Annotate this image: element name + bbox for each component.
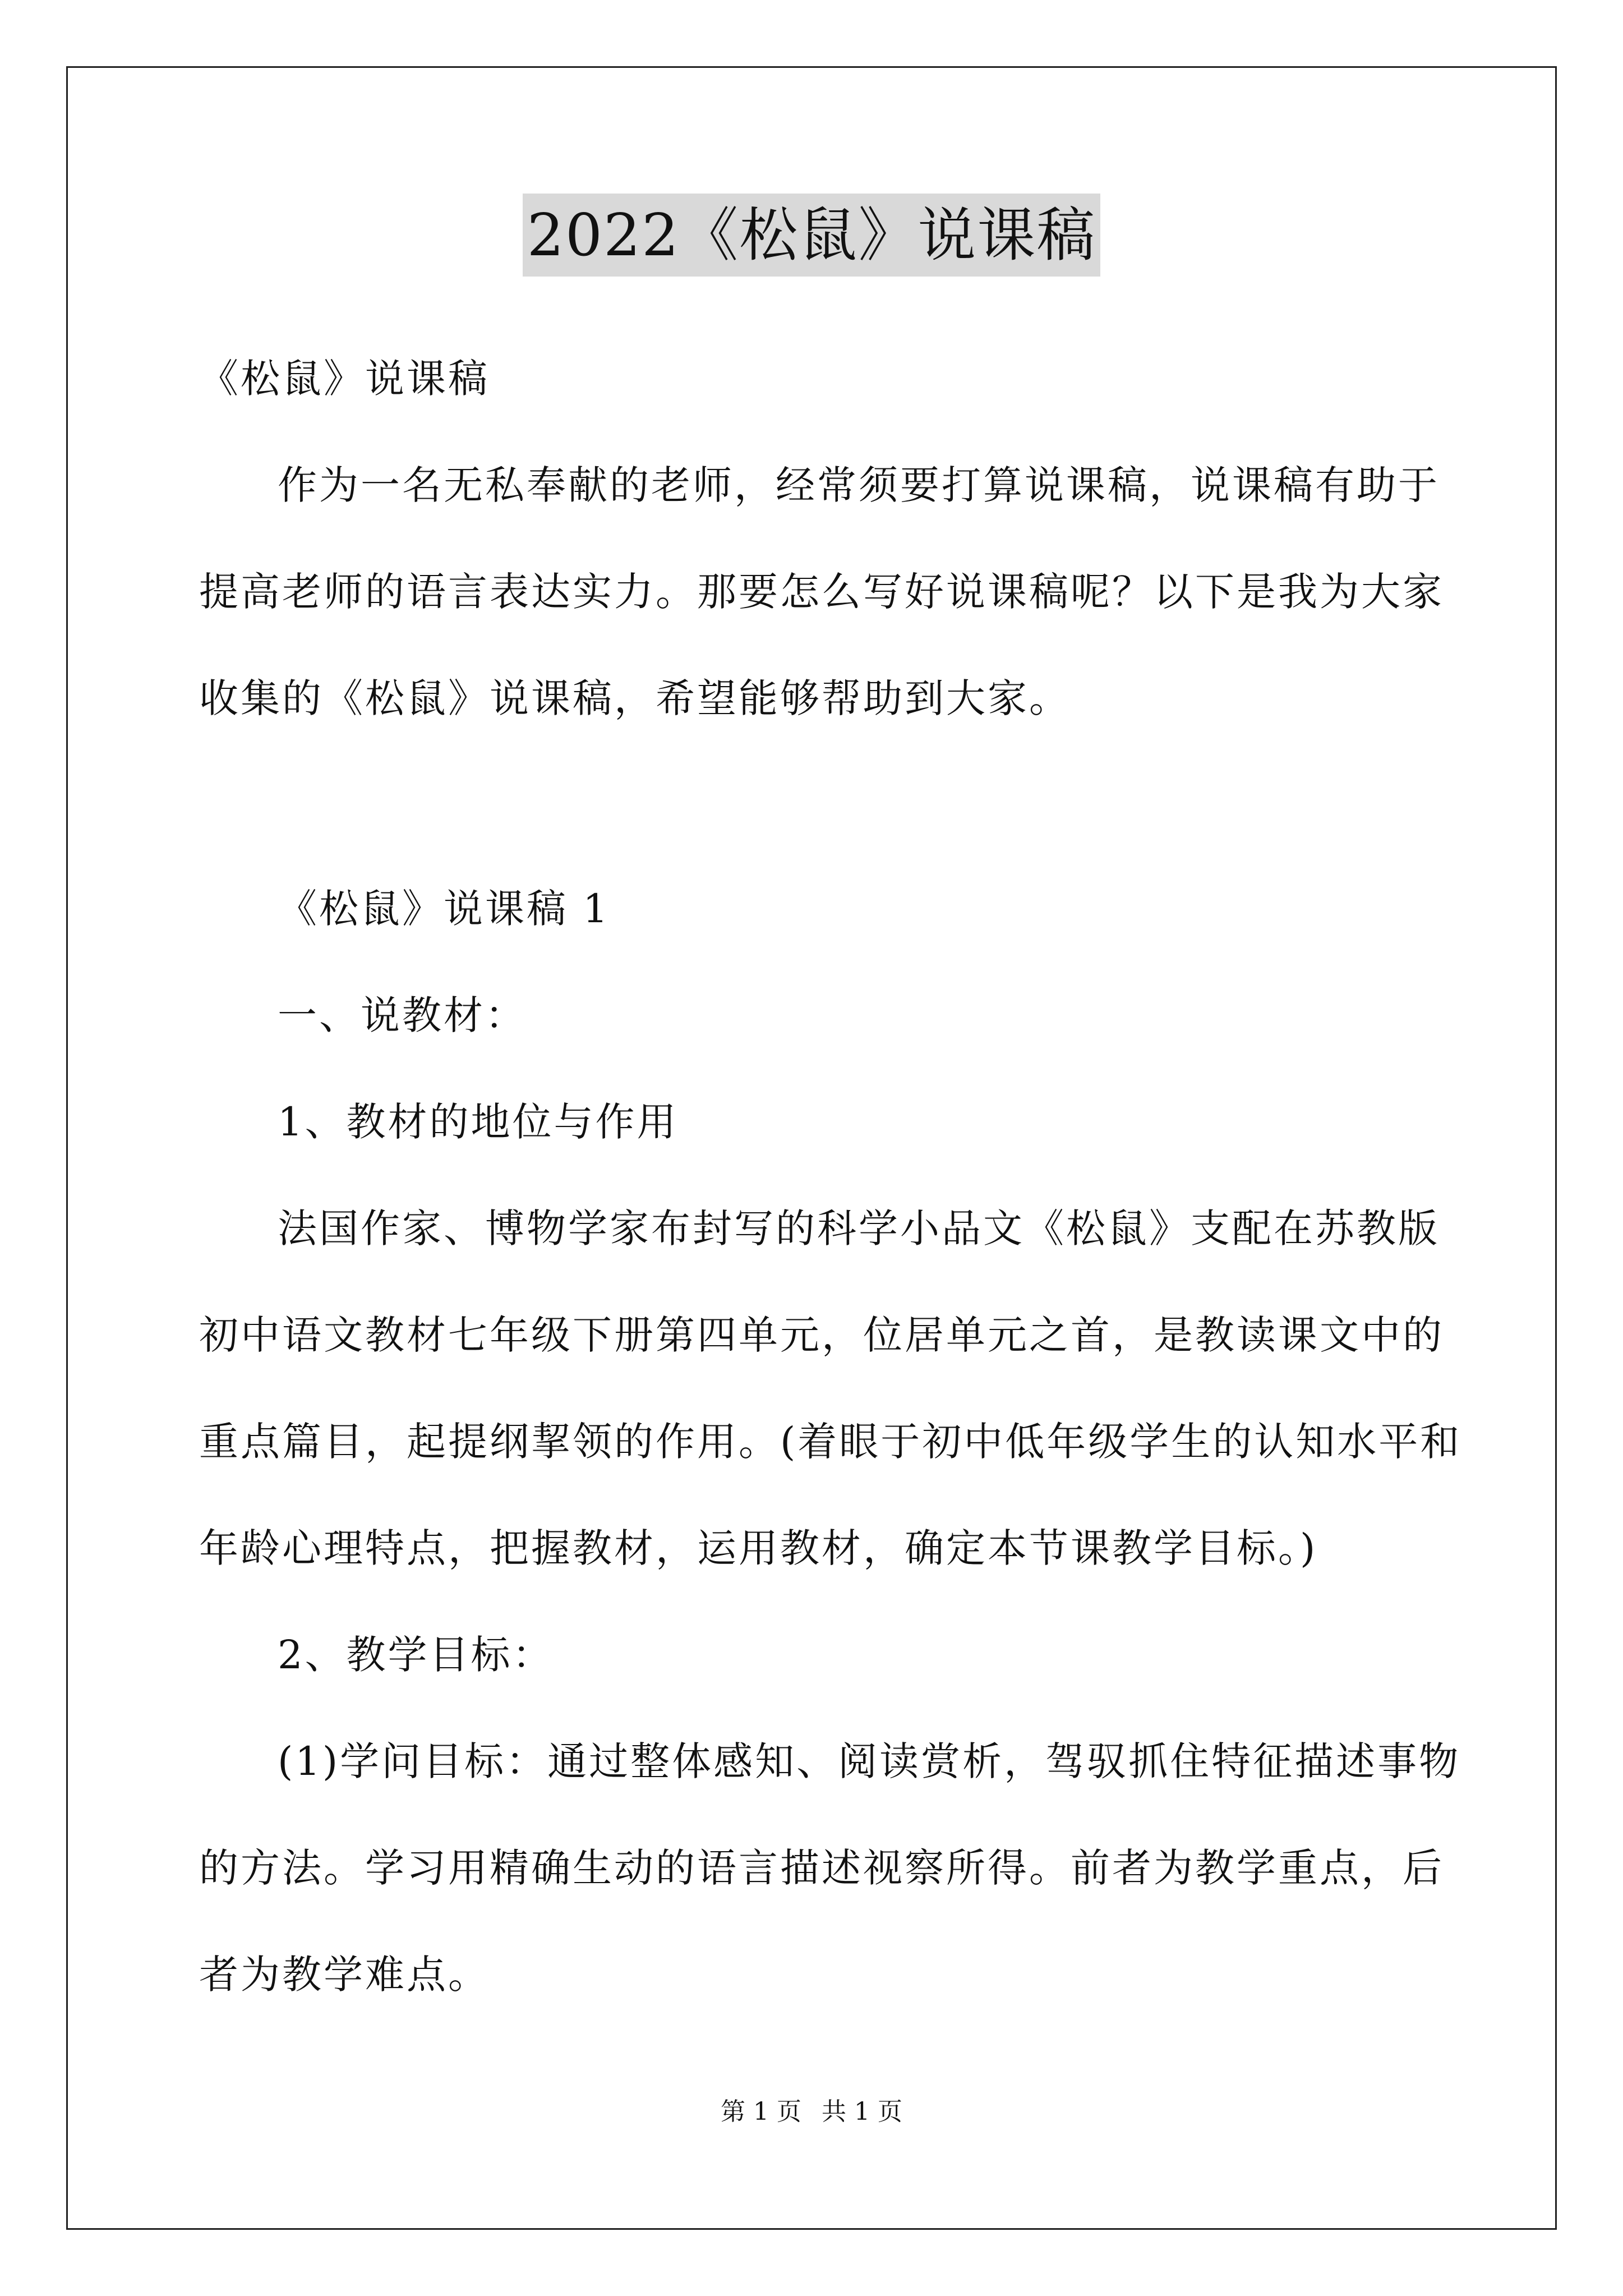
section-heading: 一、说教材： <box>278 992 527 1038</box>
paragraph-line: 重点篇目，起提纲挈领的作用。(着眼于初中低年级学生的认知水平和 <box>199 1419 1462 1465</box>
document-title: 2022《松鼠》说课稿 <box>523 194 1101 277</box>
paragraph-line: 法国作家、博物学家布封写的科学小品文《松鼠》支配在苏教版 <box>278 1205 1440 1251</box>
paragraph-line: 作为一名无私奉献的老师，经常须要打算说课稿，说课稿有助于 <box>278 462 1440 508</box>
subtitle-line: 《松鼠》说课稿 <box>199 356 490 402</box>
page-footer <box>0 2095 1623 2129</box>
subsection-heading: 1、教材的地位与作用 <box>278 1099 679 1145</box>
paragraph-line: (1)学问目标：通过整体感知、阅读赏析，驾驭抓住特征描述事物 <box>278 1738 1461 1784</box>
paragraph-line: 收集的《松鼠》说课稿，希望能够帮助到大家。 <box>199 675 1071 721</box>
paragraph-line: 的方法。学习用精确生动的语言描述视察所得。前者为教学重点，后 <box>199 1845 1444 1891</box>
page-total: 共 1 页 <box>822 2097 902 2126</box>
page-number: 第 1 页 <box>721 2097 801 2126</box>
paragraph-line: 者为教学难点。 <box>199 1952 490 1998</box>
paragraph-line: 年龄心理特点，把握教材，运用教材，确定本节课教学目标。) <box>199 1525 1318 1571</box>
section-heading: 《松鼠》说课稿 1 <box>278 886 610 932</box>
title-container <box>0 194 1623 277</box>
paragraph-line: 初中语文教材七年级下册第四单元，位居单元之首，是教读课文中的 <box>199 1312 1444 1358</box>
paragraph-line: 提高老师的语言表达实力。那要怎么写好说课稿呢？以下是我为大家 <box>199 569 1444 615</box>
subsection-heading: 2、教学目标： <box>278 1632 554 1678</box>
